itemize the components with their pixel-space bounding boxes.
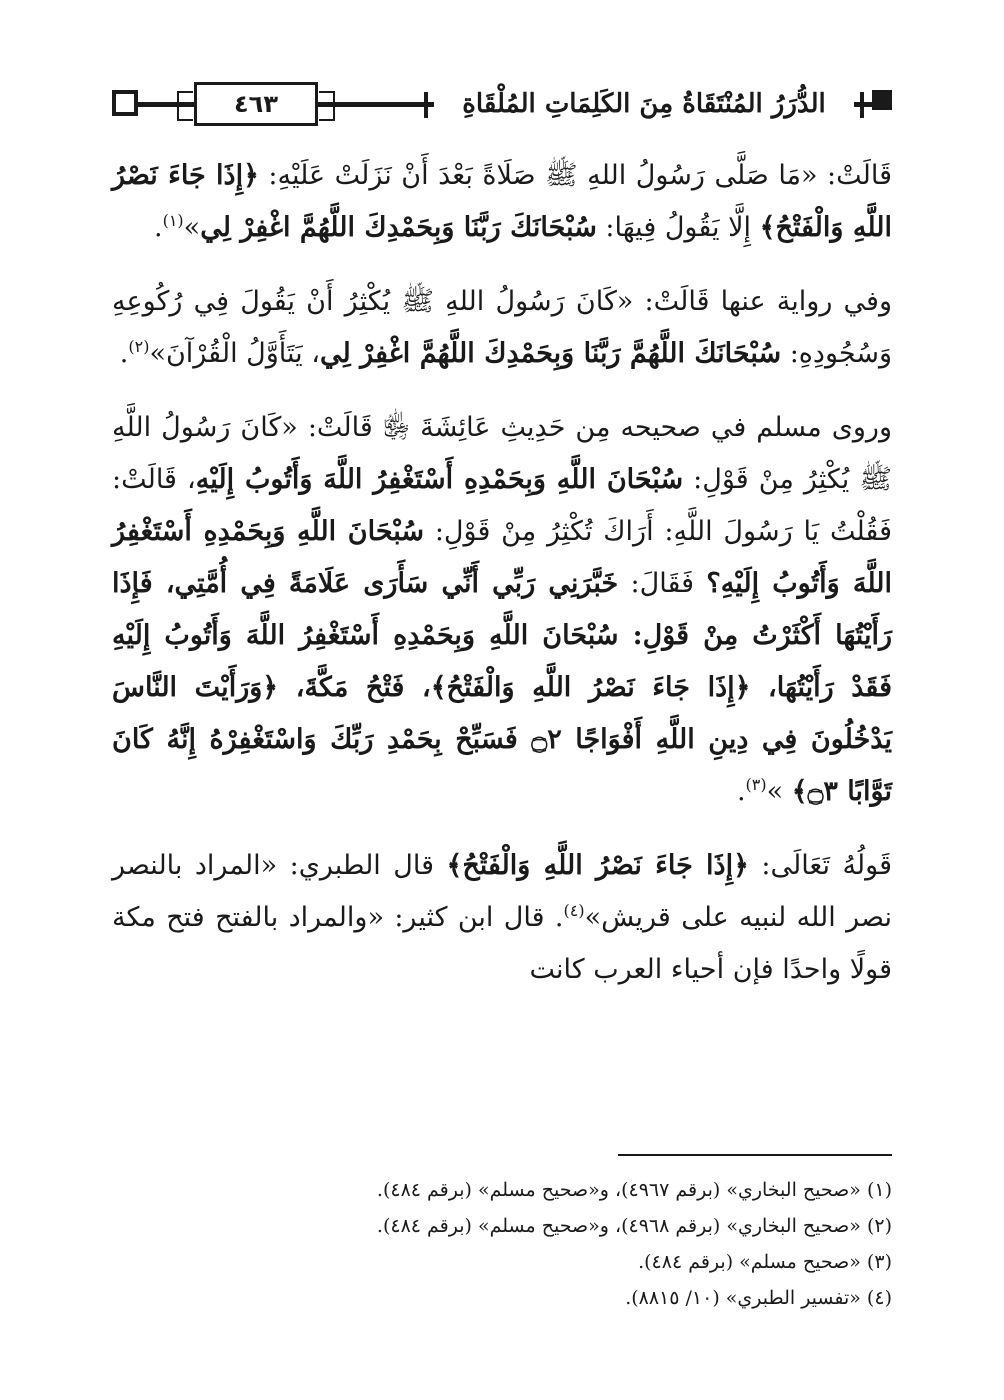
footnote-2: (٢) «صحيح البخاري» (برقم ٤٩٦٨)، و«صحيح مسلم» (برقم ٤٨٤).	[376, 1215, 892, 1237]
footnote-ref[interactable]: (١)	[162, 211, 184, 230]
header-ornament-left	[112, 90, 138, 116]
paragraph	[112, 402, 892, 818]
paragraph	[112, 840, 892, 996]
text-run: »	[766, 776, 792, 807]
header-ornament-right	[872, 90, 892, 110]
text-run: .	[153, 212, 163, 243]
text-run: .	[119, 338, 129, 369]
footnote-ref[interactable]: (٣)	[745, 775, 767, 794]
running-title: الدُّرَرُ المُنْتَقَاةُ مِنَ الكَلِمَاتِ المُلْقَاةِ	[434, 82, 854, 126]
footnote-3: (٣) «صحيح مسلم» (برقم ٤٨٤).	[638, 1251, 892, 1273]
footnote-ref[interactable]: (٤)	[563, 901, 585, 920]
quran-verse: ﴿إِذَا جَاءَ نَصْرُ اللَّهِ وَالْفَتْحُ﴾	[430, 672, 751, 703]
text-run: قَالَتْ: «مَا صَلَّى رَسُولُ اللهِ ﷺ صَلَاةً بَعْدَ أَنْ نَزَلَتْ عَلَيْهِ:	[258, 160, 892, 191]
paragraph	[112, 276, 892, 380]
text-run: قال الطبري: «المراد بالنصر نصر الله لنبيه على قريش»	[112, 850, 892, 933]
paragraph	[112, 150, 892, 254]
text-run: »	[183, 212, 201, 243]
page-number: ٤٦٣	[194, 82, 318, 126]
quran-verse: ﴿إِذَا جَاءَ نَصْرُ اللَّهِ وَالْفَتْحُ﴾	[112, 160, 892, 243]
text-run: فَقَالَ:	[618, 568, 707, 599]
footnote-1: (١) «صحيح البخاري» (برقم ٤٩٦٧)، و«صحيح مسلم» (برقم ٤٨٤).	[376, 1179, 892, 1201]
emphasis-text: سُبْحَانَكَ رَبَّنَا وَبِحَمْدِكَ اللَّهُمَّ اغْفِرْ لِي	[200, 212, 597, 243]
emphasis-text: سُبْحَانَ اللَّهِ وَبِحَمْدِهِ أَسْتَغْفِرُ اللَّهَ وَأَتُوبُ إِلَيْهِ	[195, 464, 684, 495]
page-header	[112, 76, 892, 132]
header-rule	[318, 102, 434, 107]
text-run: وروى مسلم في صحيحه مِن حَدِيثِ عَائِشَةَ ﵂ قَالَتْ: «كَانَ رَسُولُ اللَّهِ ﷺ يُكْثِرُ مِنْ قَوْلِ:	[112, 412, 892, 495]
footnote-4: (٤) «تفسير الطبري» (١٠/ ٨٨١٥).	[625, 1287, 892, 1309]
text-run: إِلَّا يَقُولُ فِيهَا:	[596, 212, 760, 243]
quran-verse: ﴿إِذَا جَاءَ نَصْرُ اللَّهِ وَالْفَتْحُ﴾	[446, 850, 749, 881]
main-text	[112, 150, 892, 1018]
emphasis-text: سُبْحَانَ اللَّهِ وَبِحَمْدِهِ أَسْتَغْفِرُ اللَّهَ وَأَتُوبُ إِلَيْهِ؟	[112, 516, 893, 599]
footnote-separator	[618, 1154, 892, 1156]
emphasis-text: خَبَّرَنِي رَبِّي أَنِّي سَأَرَى عَلَامَةً فِي أُمَّتِي، فَإِذَا رَأَيْتُهَا أَكْثَرْتُ مِنْ قَوْلِ: سُبْحَانَ اللَّهِ وَبِحَمْدِهِ أَسْتَغْفِرُ اللَّهَ وَأَتُوبُ إِلَيْهِ فَقَدْ رَأَيْتُهَا،	[112, 568, 892, 703]
header-divider	[424, 92, 428, 118]
emphasis-text: ، فَتْحُ مَكَّةَ،	[278, 672, 431, 703]
text-run: .	[736, 776, 746, 807]
footnotes	[112, 1172, 892, 1316]
emphasis-text: سُبْحَانَكَ اللَّهُمَّ رَبَّنَا وَبِحَمْدِكَ اللَّهُمَّ اغْفِرْ لِي	[320, 338, 782, 369]
text-run: قَولُهُ تَعَالَى:	[748, 850, 892, 881]
text-run: وفي رواية عنها قَالَتْ: «كَانَ رَسُولُ اللهِ ﷺ يُكْثِرُ أَنْ يَقُولَ فِي رُكُوعِهِ وَسُجُودِهِ:	[112, 286, 892, 369]
quran-verse: ﴿وَرَأَيْتَ النَّاسَ يَدْخُلُونَ فِي دِينِ اللَّهِ أَفْوَاجًا ۝٢ فَسَبِّحْ بِحَمْدِ رَبِّكَ وَاسْتَغْفِرْهُ إِنَّهُ كَانَ تَوَّابًا ۝٣﴾	[112, 672, 892, 807]
text-run: ، قَالَتْ: فَقُلْتُ يَا رَسُولَ اللَّهِ: أَرَاكَ تُكْثِرُ مِنْ قَوْلِ:	[112, 464, 892, 547]
text-run: ، يَتَأَوَّلُ الْقُرْآنَ»	[149, 338, 320, 369]
footnote-ref[interactable]: (٢)	[128, 337, 150, 356]
text-run: . قال ابن كثير: «والمراد بالفتح فتح مكة قولًا واحدًا فإن أحياء العرب كانت	[112, 902, 892, 985]
